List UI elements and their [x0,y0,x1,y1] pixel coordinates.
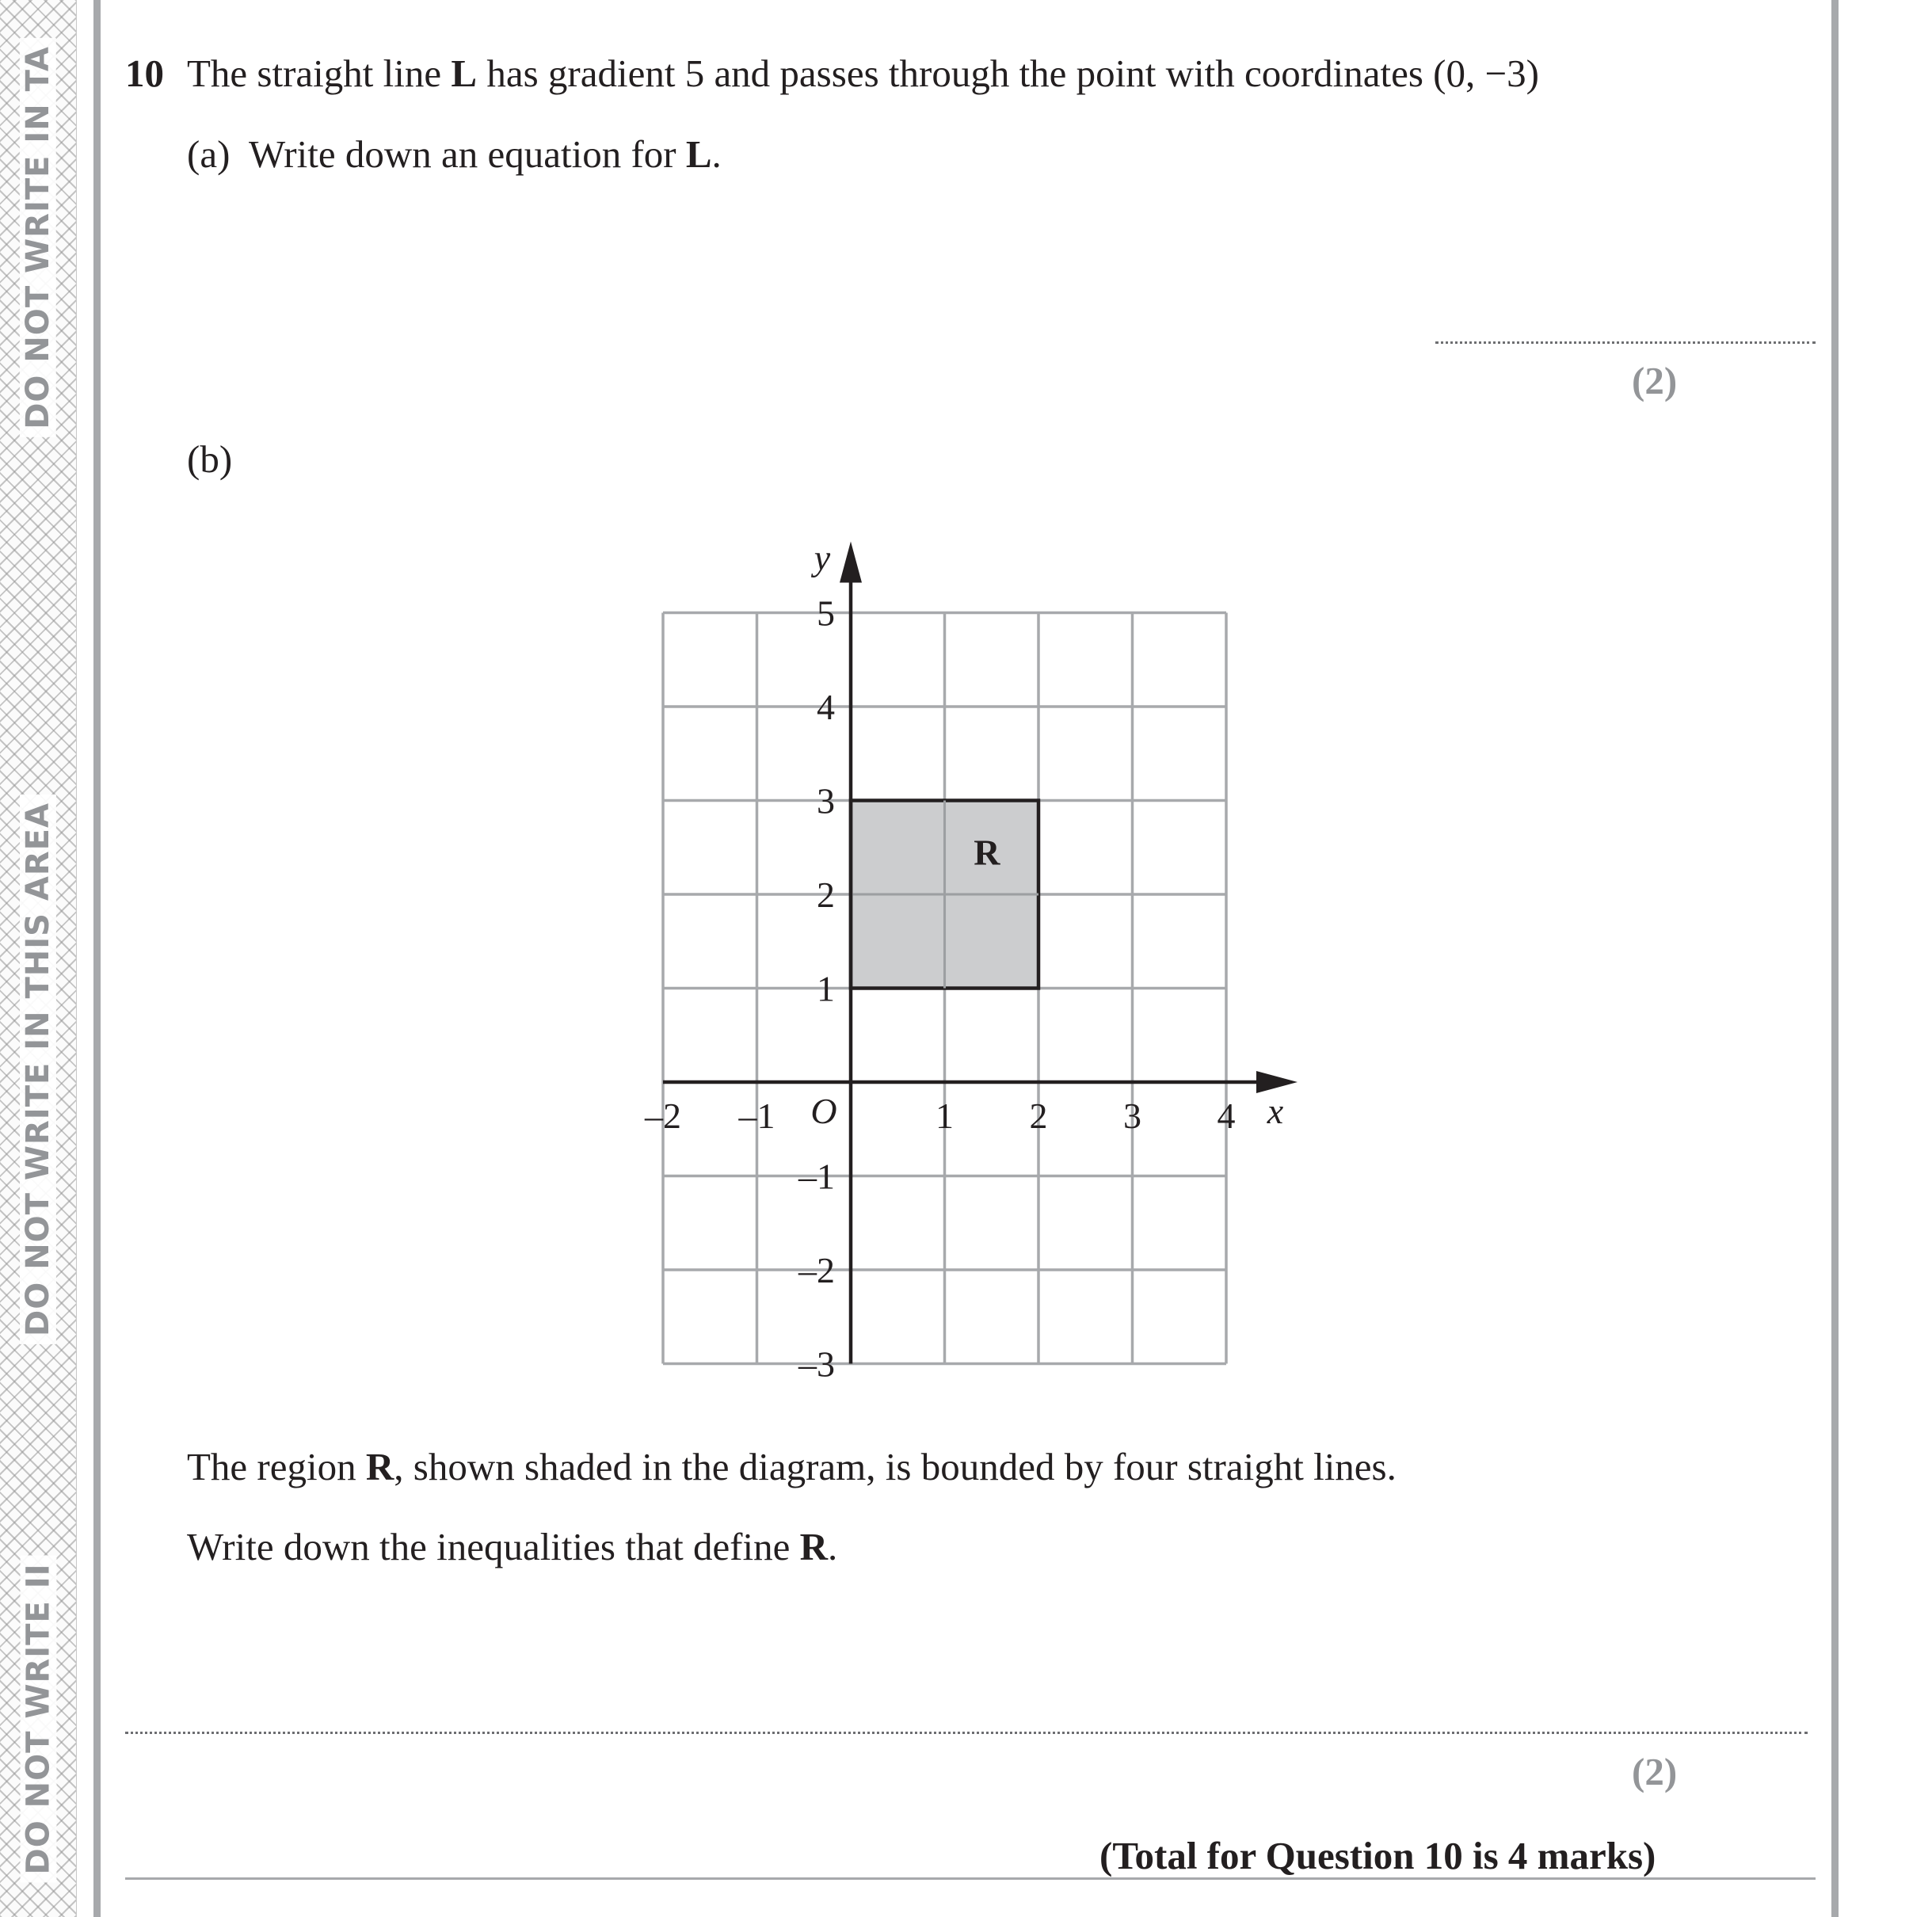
part-b-statement: The region R, shown shaded in the diagram, is bounded by four straight lines. [187,1445,1397,1488]
x-tick-label: 1 [936,1096,954,1136]
question-intro: The straight line L has gradient 5 and passes through the point with coordinates (0, −3) [187,51,1539,95]
y-tick-label: –1 [798,1156,835,1197]
origin-label: O [810,1091,837,1131]
y-axis-arrow-icon [840,542,862,583]
y-tick-label: 1 [817,968,835,1009]
part-a-marks: (2) [1632,359,1678,402]
bottom-rule [125,1877,1816,1880]
x-axis-label: x [1267,1091,1284,1131]
margin-warning-label: DO NOT WRITE IN TA [0,63,76,412]
region-label: R [974,832,1000,873]
y-tick-label: 4 [817,687,835,727]
y-axis-label: y [814,537,831,578]
x-tick-label: –1 [738,1096,775,1136]
left-border-rule [93,0,101,1917]
y-tick-label: 2 [817,875,835,915]
question-number: 10 [125,51,164,95]
part-b-prompt: Write down the inequalities that define R. [187,1525,838,1568]
part-a-prompt: Write down an equation for L. [249,132,722,176]
question-total: (Total for Question 10 is 4 marks) [1099,1834,1656,1877]
margin-warning-label: DO NOT WRITE IN THIS AREA [0,808,76,1331]
coordinate-grid-diagram [626,527,1315,1398]
y-tick-label: –3 [798,1343,835,1385]
x-tick-label: 2 [1029,1096,1048,1136]
part-b-marks: (2) [1632,1750,1678,1793]
region-r [851,801,1038,989]
x-tick-label: 4 [1217,1096,1236,1136]
x-tick-label: 3 [1123,1096,1141,1136]
y-tick-label: –2 [798,1250,835,1290]
part-b-label: (b) [187,437,233,481]
y-tick-label: 3 [817,780,835,821]
x-axis-arrow-icon [1256,1071,1298,1093]
part-a-answer-line[interactable] [1435,341,1816,344]
part-b-answer-line[interactable] [125,1732,1808,1734]
part-a-label: (a) [187,132,231,176]
y-tick-label: 5 [817,593,835,634]
margin-warning-label: DO NOT WRITE II [0,1553,76,1885]
right-border-rule [1831,0,1839,1917]
x-tick-label: –2 [645,1096,681,1136]
